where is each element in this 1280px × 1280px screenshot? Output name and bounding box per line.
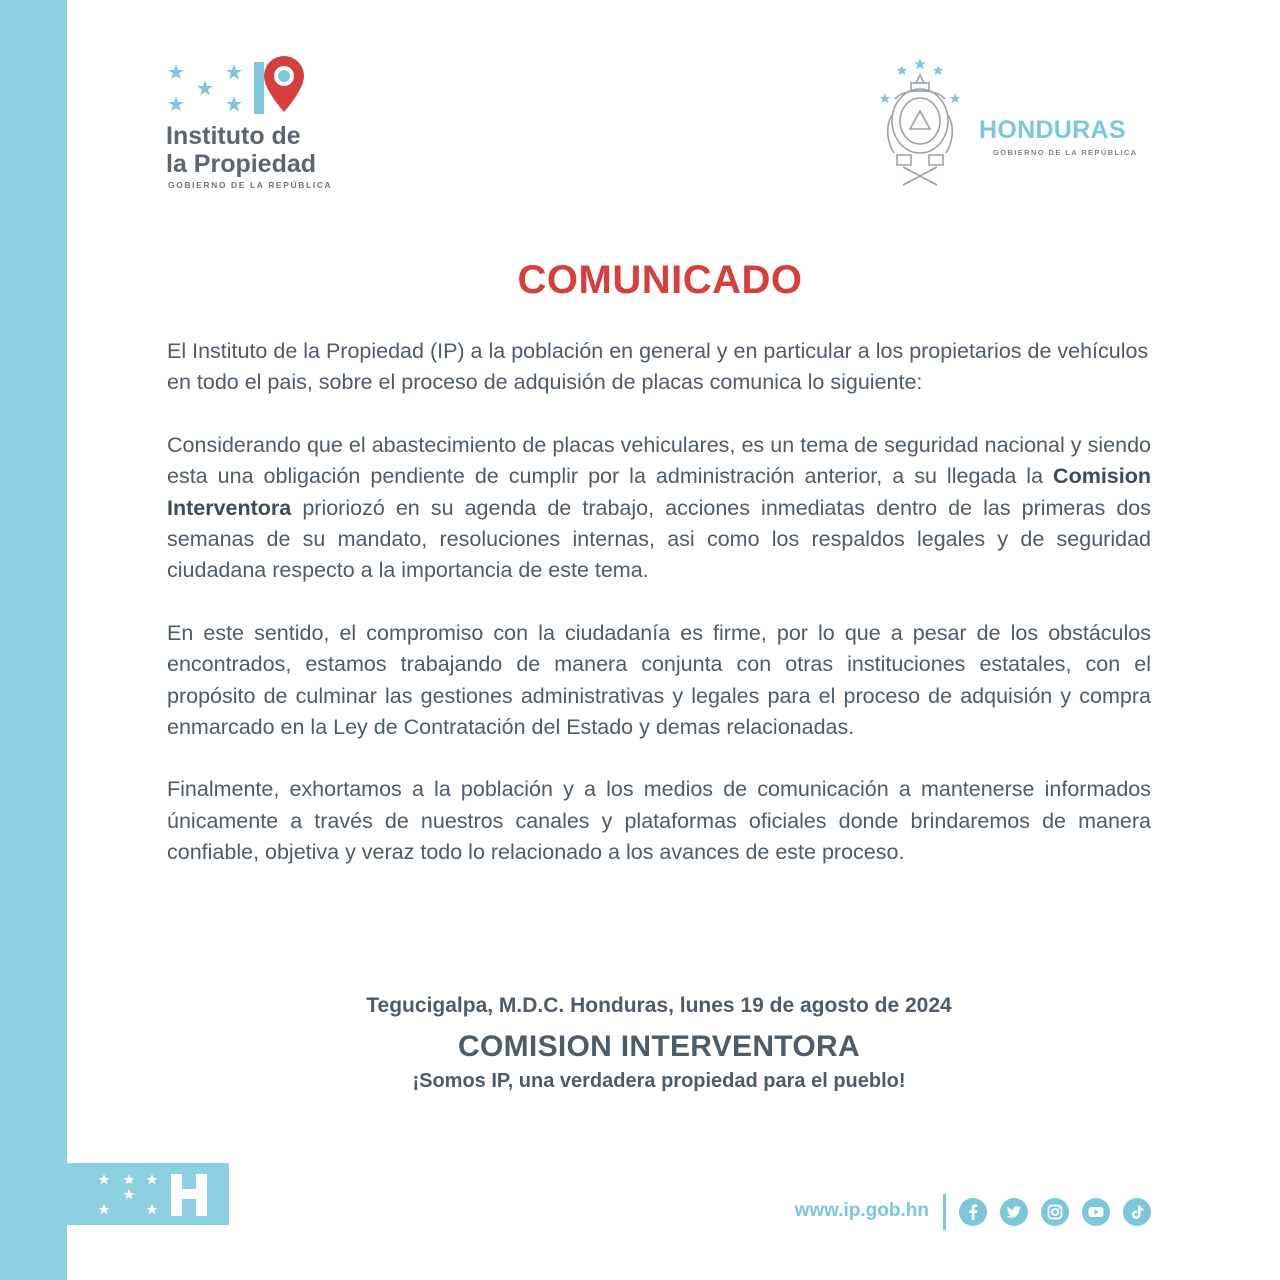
signature-organization: COMISION INTERVENTORA xyxy=(458,1030,860,1063)
instagram-icon[interactable] xyxy=(1041,1198,1069,1226)
signature-place-date: Tegucigalpa, M.D.C. Honduras, lunes 19 de agosto de 2024 xyxy=(366,994,952,1017)
signature-slogan: ¡Somos IP, una verdadera propiedad para el pueblo! xyxy=(412,1070,906,1092)
honduras-title: HONDURAS xyxy=(979,116,1126,144)
ip-name-line2: la Propiedad xyxy=(166,150,317,178)
ip-name xyxy=(166,122,316,178)
paragraph-considerando xyxy=(167,430,1151,587)
twitter-icon[interactable] xyxy=(1000,1198,1028,1226)
paragraph-finalmente: Finalmente, exhortamos a la población y a los medios de comunicación a mantenerse informados únicamente a través de nuestros canales y plataformas oficiales donde brindaremos de manera confiable, objetiva y veraz todo lo relacionado a los avances de este proceso. xyxy=(167,777,1151,865)
ip-pin-logo-icon xyxy=(252,54,312,122)
paragraph-considerando-start: Considerando que el abastecimiento de placas vehiculares, es un tema de seguridad nacional y siendo esta una obligación pendiente de cumplir por la administración anterior, a su llegada la xyxy=(167,432,1151,489)
honduras-logo xyxy=(875,55,1160,190)
document-body xyxy=(167,336,1151,900)
youtube-icon[interactable] xyxy=(1082,1198,1110,1226)
honduras-subtitle: GOBIERNO DE LA REPÚBLICA xyxy=(993,148,1138,157)
footer xyxy=(760,1192,1155,1232)
facebook-icon[interactable] xyxy=(959,1198,987,1226)
ip-stars-icon xyxy=(164,62,254,117)
document-title: COMUNICADO xyxy=(517,258,803,302)
footer-divider xyxy=(943,1194,946,1230)
paragraph-considerando-bold: Comision Interventora xyxy=(167,464,1151,520)
ip-name-line1: Instituto de xyxy=(166,122,301,150)
coat-of-arms-icon xyxy=(875,55,970,190)
paragraph-compromiso: En este sentido, el compromiso con la ciudadanía es firme, por lo que a pesar de los obstáculos encontrados, estamos trabajando de manera conjunta con otras instituciones estatales, con el propósito de culminar las gestiones administrativas y legales para el proceso de adquisión y compra enmarcado en la Ley de Contratación del Estado y demas relacionadas. xyxy=(167,620,1151,740)
tiktok-icon[interactable] xyxy=(1123,1198,1151,1226)
paragraph-considerando-end: prioriozó en su agenda de trabajo, acciones inmediatas dentro de las primeras dos semanas de su mandato, resoluciones internas, asi como los respaldos legales y de seguridad ciudadana respecto a la importancia de este tema. xyxy=(167,495,1151,583)
website-link[interactable]: www.ip.gob.hn xyxy=(794,1200,929,1221)
ip-logo xyxy=(160,52,360,197)
ip-subtitle: GOBIERNO DE LA REPÚBLICA xyxy=(168,180,333,190)
honduras-h-badge xyxy=(67,1163,229,1225)
paragraph-intro: El Instituto de la Propiedad (IP) a la población en general y en particular a los propietarios de vehículos en todo el pais, sobre el proceso de adquisión de placas comunica lo siguiente: xyxy=(167,339,1149,395)
